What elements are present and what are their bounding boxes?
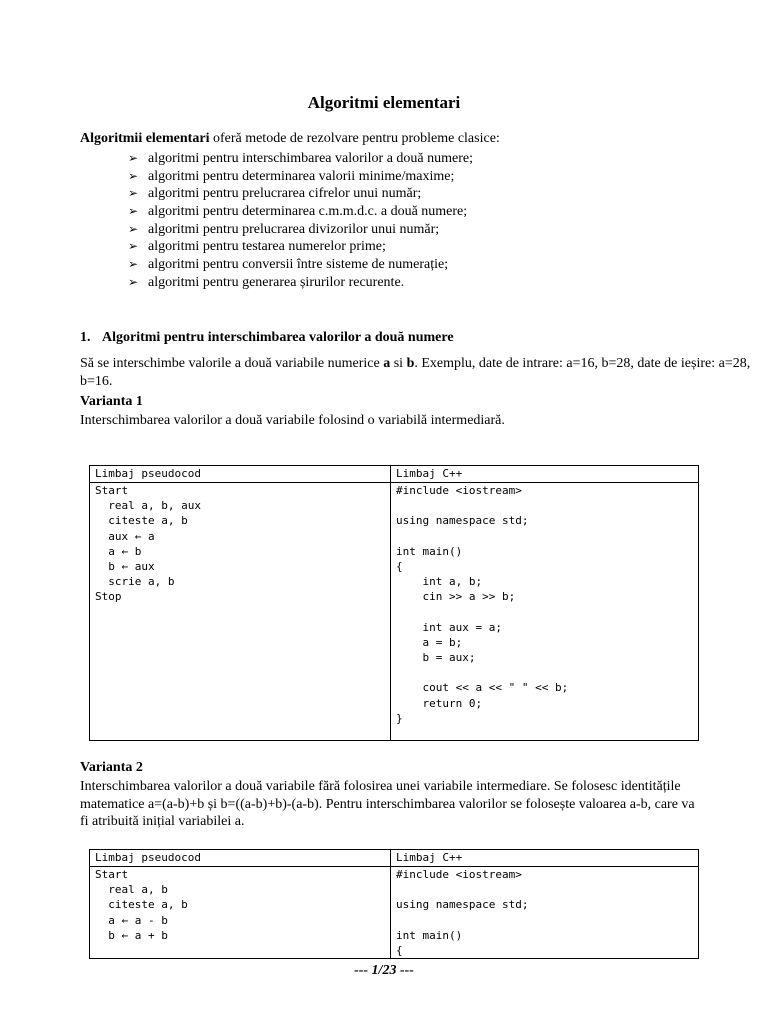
code-line <box>396 498 693 513</box>
pseudocode-cell <box>90 867 391 959</box>
code-line: b = aux; <box>396 651 476 665</box>
section-1-description: Să se interschimbe valorile a două variabile numerice a si b. Exemplu, date de intrare: a=16, b=28, date de ieșire: a=28, b=16. <box>80 356 751 389</box>
code-line: citeste a, b <box>95 898 188 912</box>
list-item-text: algoritmi pentru generarea șirurilor recurente. <box>148 274 405 290</box>
code-line: a ← a - b <box>95 913 168 927</box>
code-line <box>396 882 693 897</box>
code-line: citeste a, b <box>95 514 188 528</box>
arrow-bullet-icon: ➢ <box>128 204 139 219</box>
code-line: int main() <box>396 544 463 558</box>
code-line: Start <box>95 868 129 881</box>
code-line: Stop <box>95 590 122 604</box>
variant-2-code-table <box>89 849 699 959</box>
arrow-bullet-icon: ➢ <box>128 221 139 236</box>
code-line: Start <box>95 484 129 497</box>
code-line: { <box>396 943 403 957</box>
list-item-text: algoritmi pentru prelucrarea divizorilor unui număr; <box>148 221 440 237</box>
code-line: using namespace std; <box>396 514 529 528</box>
code-line: a ← b <box>95 544 142 558</box>
code-line: return 0; <box>396 696 483 710</box>
code-line <box>396 913 693 928</box>
code-line: real a, b, aux <box>95 499 201 513</box>
code-line: } <box>396 711 403 725</box>
list-item-text: algoritmi pentru determinarea c.m.m.d.c. a două numere; <box>148 204 468 220</box>
code-line: int aux = a; <box>396 620 502 634</box>
arrow-bullet-icon: ➢ <box>128 151 139 165</box>
list-item <box>128 238 473 256</box>
code-line: int a, b; <box>396 575 483 589</box>
variant-2-title: Varianta 2 <box>80 760 143 775</box>
page-title: Algoritmi elementari <box>307 93 461 112</box>
variant-1-title: Varianta 1 <box>80 394 143 409</box>
code-line: cin >> a >> b; <box>396 590 516 604</box>
list-item-text: algoritmi pentru conversii între sisteme de numerație; <box>148 257 449 273</box>
code-line: b ← aux <box>95 559 155 573</box>
list-item-text: algoritmi pentru prelucrarea cifrelor unui număr; <box>148 186 422 202</box>
cpp-header: Limbaj C++ <box>391 850 699 867</box>
variant-1-description: Interschimbarea valorilor a două variabile folosind o variabilă intermediară. <box>80 413 505 428</box>
code-line: { <box>396 559 403 573</box>
code-line <box>396 529 693 544</box>
list-item-text: algoritmi pentru testarea numerelor prime; <box>148 239 386 255</box>
arrow-bullet-icon: ➢ <box>128 168 139 183</box>
variant-1-code-table <box>89 465 699 741</box>
code-line: a = b; <box>396 635 463 649</box>
arrow-bullet-icon: ➢ <box>128 274 139 289</box>
variant-2-description: Interschimbarea valorilor a două variabile fără folosirea unei variabile intermediare. Se folosesc identitățile matematice a=(a-b)+b și b=((a-b)+b)-(a-b). Pentru interschimbarea valorilor se folosește valoarea a-b, care va fi atribuită inițial variabilei a. <box>80 779 695 829</box>
intro-text: oferă metode de rezolvare pentru probleme clasice: <box>209 131 500 146</box>
arrow-bullet-icon: ➢ <box>128 257 139 272</box>
code-line <box>396 665 693 680</box>
code-line: real a, b <box>95 883 168 897</box>
intro-paragraph <box>80 131 500 147</box>
section-title-text: Algoritmi pentru interschimbarea valorilor a două numere <box>102 330 454 345</box>
cpp-header: Limbaj C++ <box>391 466 699 483</box>
list-item-text: algoritmi pentru determinarea valorii minime/maxime; <box>148 168 455 184</box>
arrow-bullet-icon: ➢ <box>128 186 139 201</box>
cpp-cell <box>391 867 699 959</box>
algorithm-list <box>128 150 473 292</box>
list-item-text: algoritmi pentru interschimbarea valorilor a două numere; <box>148 151 473 166</box>
code-line: using namespace std; <box>396 898 529 912</box>
section-1-title <box>80 330 454 346</box>
list-item <box>128 274 473 292</box>
list-item <box>128 221 473 239</box>
list-item <box>128 203 473 221</box>
code-line: aux ← a <box>95 529 155 543</box>
list-item <box>128 256 473 274</box>
code-line: int main() <box>396 928 463 942</box>
code-line: #include <iostream> <box>396 484 522 497</box>
pseudocode-cell <box>90 483 391 741</box>
code-line: b ← a + b <box>95 928 168 942</box>
pseudocode-header: Limbaj pseudocod <box>90 466 391 483</box>
arrow-bullet-icon: ➢ <box>128 239 139 254</box>
page-number: --- 1/23 --- <box>354 963 414 978</box>
list-item <box>128 168 473 186</box>
section-number: 1. <box>80 330 91 345</box>
code-line: #include <iostream> <box>396 868 522 881</box>
cpp-cell <box>391 483 699 741</box>
pseudocode-header: Limbaj pseudocod <box>90 850 391 867</box>
code-line <box>396 605 693 620</box>
code-line: scrie a, b <box>95 575 175 589</box>
code-line: cout << a << " " << b; <box>396 681 569 695</box>
list-item <box>128 185 473 203</box>
list-item <box>128 150 473 168</box>
intro-bold: Algoritmii elementari <box>80 131 210 146</box>
